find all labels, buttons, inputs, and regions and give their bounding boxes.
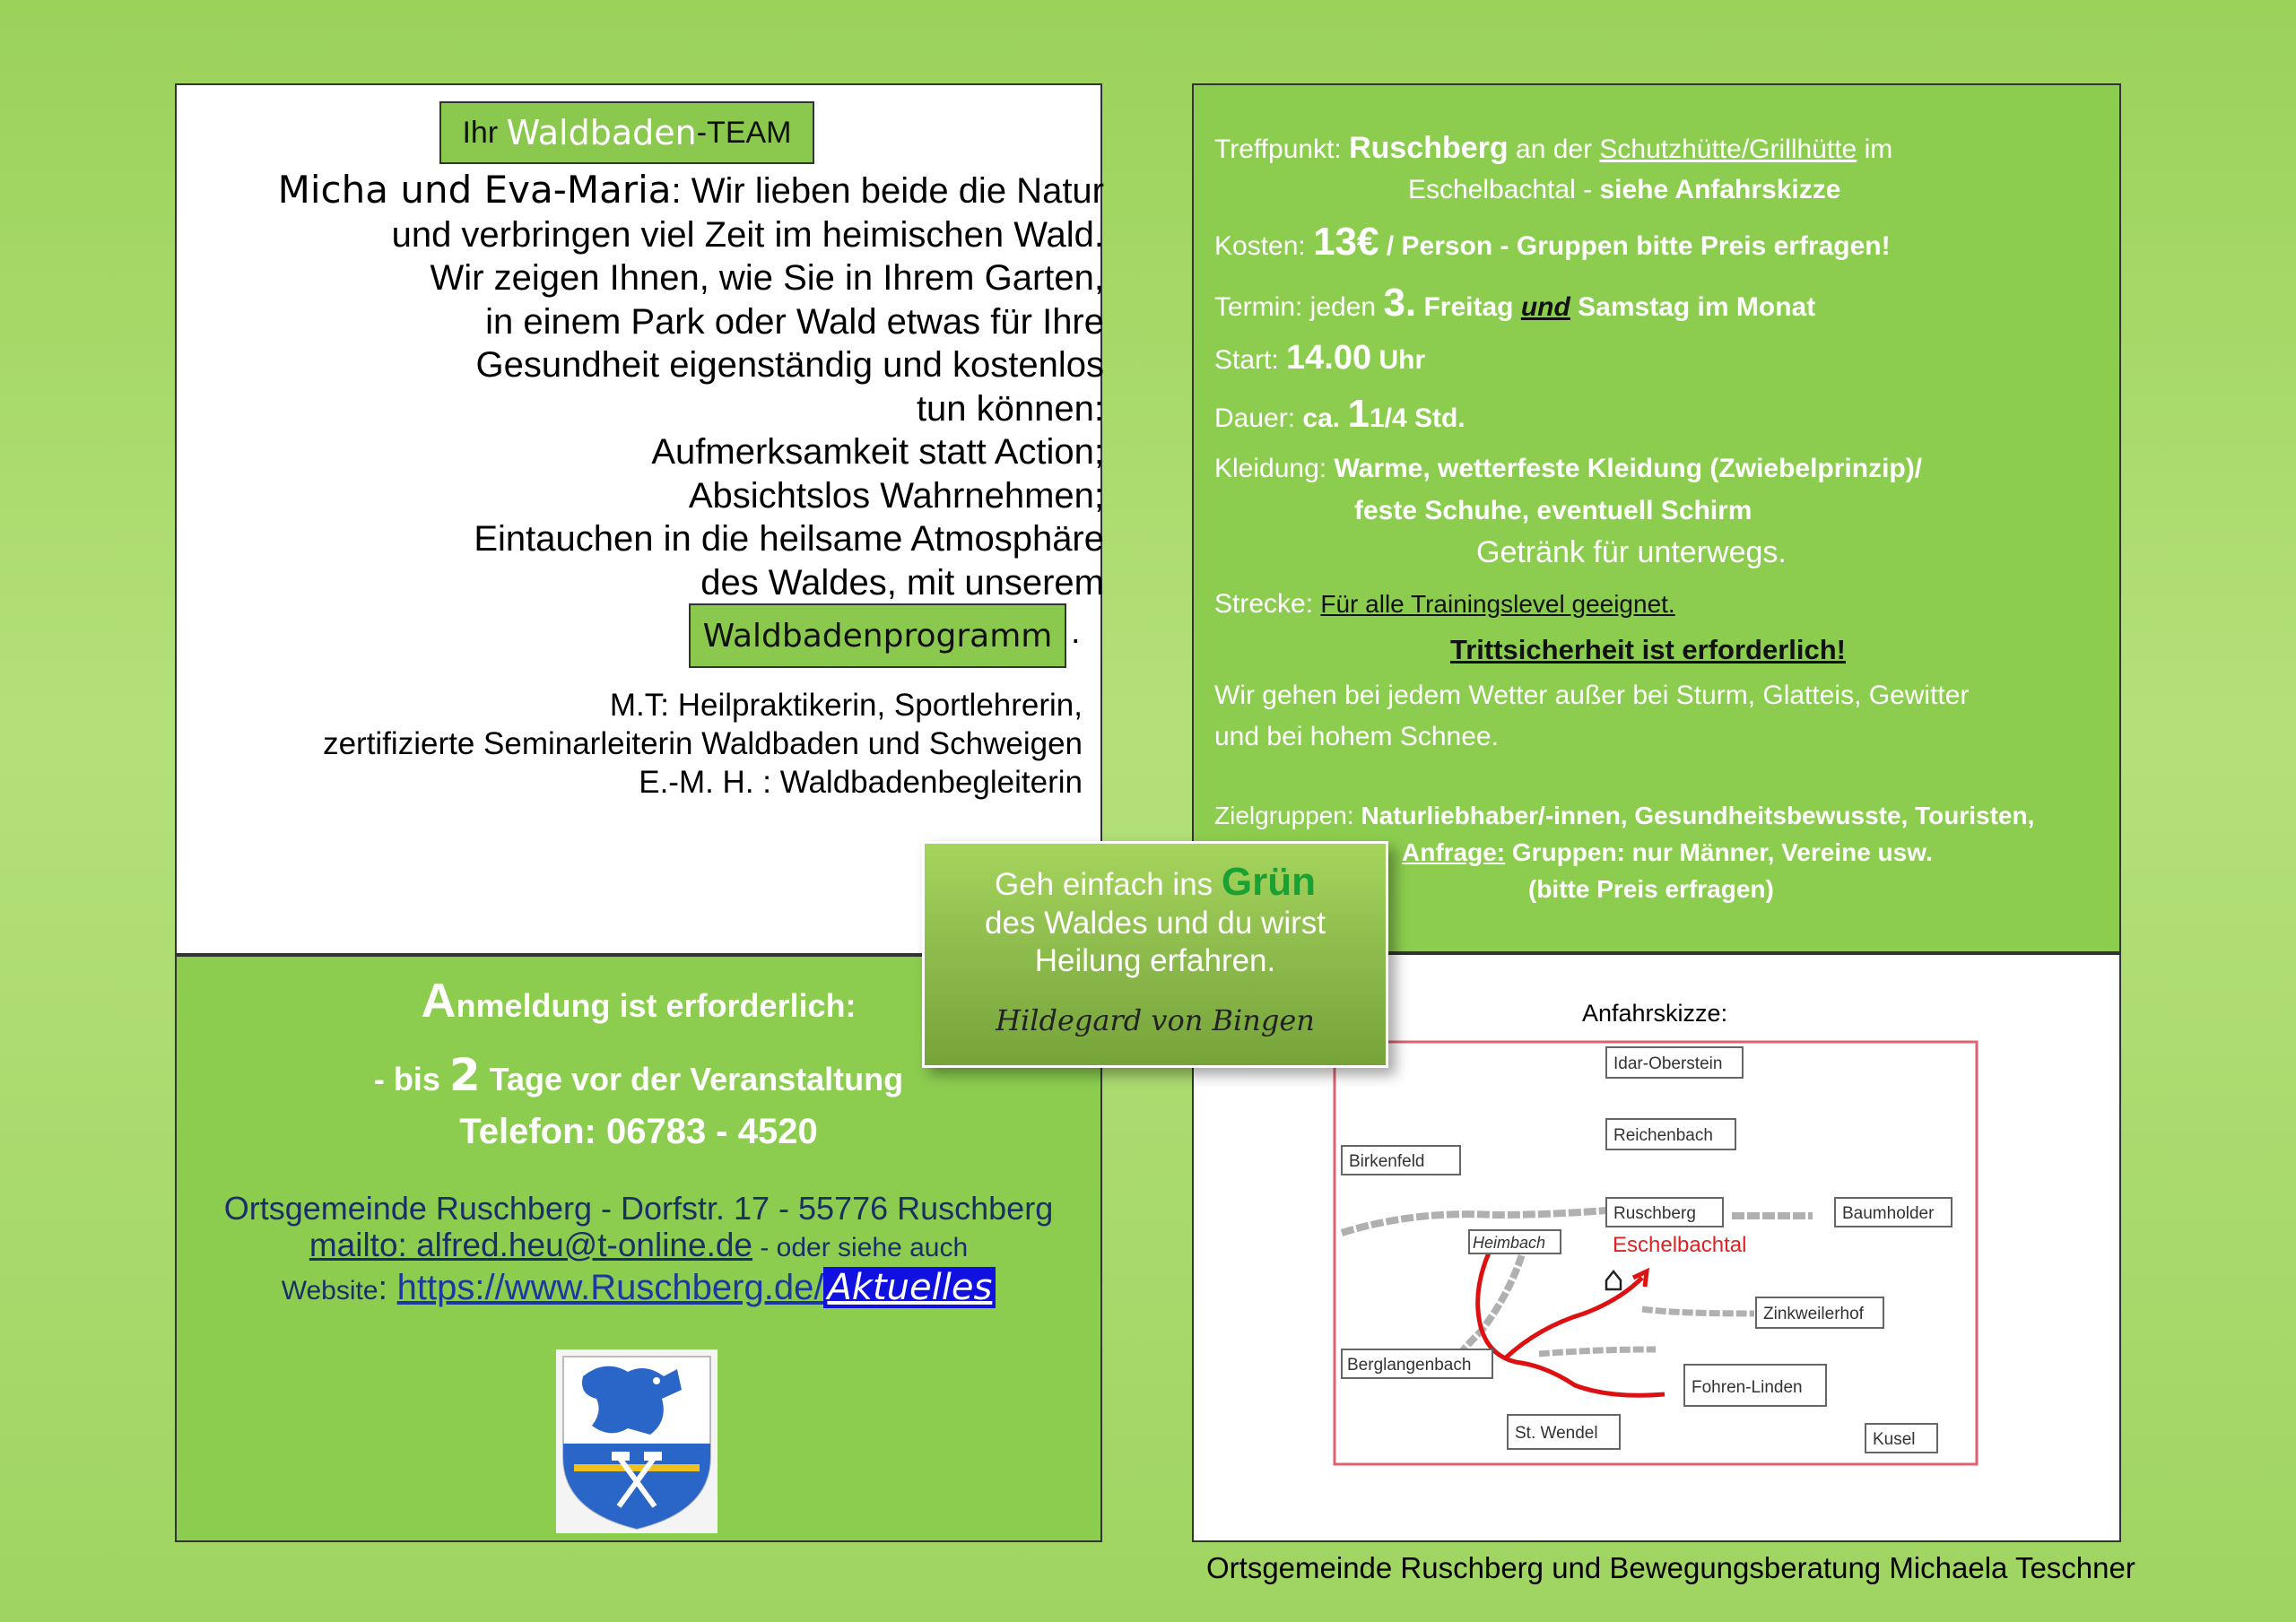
map-place-idar: Idar-Oberstein: [1613, 1054, 1723, 1073]
term-and: und: [1520, 292, 1570, 322]
meet-line2-bold: siehe Anfahrskizze: [1599, 175, 1841, 204]
cost-rest: / Person - Gruppen bitte Preis erfragen!: [1378, 231, 1891, 261]
term-num: 3.: [1383, 281, 1417, 325]
intro-line-1: und verbringen viel Zeit im heimischen Wald.: [391, 214, 1104, 255]
meeting-point-line2: [1408, 175, 1840, 205]
weather-line1: Wir gehen bei jedem Wetter außer bei Sturm, Glatteis, Gewitter: [1214, 681, 1970, 710]
map-place-zinkweilerhof: Zinkweilerhof: [1763, 1305, 1864, 1323]
website-link[interactable]: https://www.Ruschberg.de/: [396, 1268, 824, 1307]
term-saturday: Samstag im Monat: [1570, 292, 1816, 322]
website-aktuelles-link[interactable]: Aktuelles: [823, 1267, 996, 1308]
program-dot: .: [1071, 613, 1081, 651]
map-place-fohren: Fohren-Linden: [1692, 1378, 1803, 1397]
clothing-line1: Warme, wetterfeste Kleidung (Zwiebelprinzip)/: [1334, 454, 1923, 483]
map-place-berglangenbach: Berglangenbach: [1347, 1356, 1472, 1375]
footer-credits: Ortsgemeinde Ruschberg und Bewegungsberatung Michaela Teschner: [1206, 1551, 2135, 1584]
quote-line2: des Waldes und du wirst: [985, 906, 1326, 941]
map-place-reichenbach: Reichenbach: [1613, 1126, 1713, 1145]
target-line3: (bitte Preis erfragen): [1528, 875, 1774, 903]
signup-title-rest: nmeldung ist erforderlich:: [456, 987, 857, 1024]
clothing-line2-text: feste Schuhe, eventuell Schirm: [1354, 496, 1752, 525]
website-label: Website: [281, 1276, 378, 1305]
qual-line: E.-M. H. : Waldbadenbegleiterin: [639, 765, 1083, 800]
team-heading-box: [439, 101, 814, 164]
map-place-kusel: Kusel: [1873, 1430, 1916, 1449]
weather-line2: und bei hohem Schnee.: [1214, 722, 1499, 751]
term-label: Termin: jeden: [1214, 292, 1384, 322]
duration: [1214, 392, 1465, 437]
target-line2: Gruppen: nur Männer, Vereine usw.: [1505, 838, 1933, 866]
target-groups: [1214, 802, 2034, 830]
start-label: Start:: [1214, 345, 1287, 375]
dauer-label: Dauer:: [1214, 403, 1303, 433]
map-place-ruschberg: Ruschberg: [1613, 1204, 1696, 1223]
route-label: Strecke:: [1214, 589, 1321, 619]
start-unit: Uhr: [1371, 345, 1426, 375]
route: [1214, 589, 1675, 620]
quote-pre: Geh einfach ins: [994, 867, 1222, 902]
intro-line-0: : Wir lieben beide die Natur: [671, 171, 1104, 211]
meet-hut: Schutzhütte/Grillhütte: [1599, 134, 1857, 164]
email-post: - oder siehe auch: [752, 1233, 969, 1262]
dauer-rest: 1/4 Std.: [1369, 403, 1465, 433]
intro-line-7: Absichtslos Wahrnehmen;: [688, 475, 1104, 516]
meet-end: im: [1857, 134, 1893, 164]
quote-green-word: Grün: [1221, 860, 1317, 904]
sure-footedness: Trittsicherheit ist erforderlich!: [1450, 634, 1846, 665]
map-place-eschelbachtal: Eschelbachtal: [1613, 1233, 1747, 1257]
email-link[interactable]: mailto: alfred.heu@t-online.de: [309, 1227, 752, 1263]
intro-line-8: Eintauchen in die heilsame Atmosphäre: [474, 519, 1104, 559]
meeting-point: [1214, 131, 1892, 166]
route-text: Für alle Trainingslevel geeignet.: [1320, 590, 1675, 618]
qual-line: M.T: Heilpraktikerin, Sportlehrerin,: [609, 688, 1083, 723]
clothing: [1214, 454, 1922, 484]
clothing-line2: [1354, 496, 1752, 526]
team-prefix: Ihr: [462, 115, 499, 150]
map-place-stwendel: St. Wendel: [1515, 1424, 1598, 1443]
quote-box: [922, 841, 1388, 1068]
address: Ortsgemeinde Ruschberg - Dorfstr. 17 - 55776 Ruschberg: [223, 1190, 1054, 1227]
deadline-num: 2: [448, 1049, 481, 1101]
map-place-baumholder: Baumholder: [1842, 1204, 1935, 1223]
quote-line3: Heilung erfahren.: [1034, 943, 1276, 978]
directions-map: [1333, 1040, 1979, 1466]
map-place-heimbach: Heimbach: [1473, 1234, 1546, 1252]
signup-title-initial: A: [421, 974, 457, 1028]
team-suffix: -TEAM: [696, 115, 792, 150]
target-groups-line3: [1528, 875, 1774, 904]
deadline-post: Tage vor der Veranstaltung: [480, 1061, 904, 1097]
coat-of-arms-icon: [556, 1349, 718, 1533]
intro-line-5: tun können:: [916, 388, 1104, 429]
qualifications: [186, 686, 1083, 802]
qual-line: zertifizierte Seminarleiterin Waldbaden und Schweigen: [323, 726, 1083, 761]
clothing-line3: Getränk für unterwegs.: [1476, 535, 1787, 569]
dauer-ca: ca.: [1302, 403, 1348, 433]
meet-line2: Eschelbachtal -: [1408, 175, 1600, 204]
start-time: [1214, 339, 1425, 377]
dates: [1214, 281, 1815, 325]
intro-line-4: Gesundheit eigenständig und kostenlos: [475, 345, 1104, 385]
website-line: [175, 1267, 1102, 1308]
intro-text: [207, 169, 1104, 604]
intro-line-9: des Waldes, mit unserem: [700, 562, 1104, 603]
target-label: Zielgruppen:: [1214, 802, 1361, 829]
meet-place: Ruschberg: [1349, 131, 1509, 165]
target-groups-line2: [1402, 838, 1933, 867]
meet-label: Treffpunkt:: [1214, 134, 1350, 164]
clothing-label: Kleidung: [1214, 454, 1319, 483]
cost: [1214, 220, 1891, 265]
map-title: Anfahrskizze:: [1582, 1000, 1728, 1027]
intro-line-6: Aufmerksamkeit statt Action;: [651, 432, 1104, 472]
intro-line-2: Wir zeigen Ihnen, wie Sie in Ihrem Garten,: [430, 258, 1104, 298]
phone-number: Telefon: 06783 - 4520: [459, 1112, 818, 1151]
cost-value: 13€: [1313, 220, 1379, 264]
intro-line-3: in einem Park oder Wald etwas für Ihre: [485, 301, 1104, 342]
target-line1: Naturliebhaber/-innen, Gesundheitsbewusste, Touristen,: [1361, 802, 2035, 829]
dauer-num: 1: [1347, 392, 1370, 436]
cost-label: Kosten:: [1214, 231, 1314, 261]
email-line: [175, 1227, 1102, 1264]
term-friday: Freitag: [1416, 292, 1521, 322]
clothing-colon: :: [1318, 454, 1335, 483]
team-highlight: Waldbaden: [506, 113, 697, 152]
deadline-pre: - bis: [373, 1061, 449, 1097]
start-value: 14.00: [1286, 339, 1372, 377]
program-label-box: Waldbadenprogramm: [689, 603, 1066, 668]
meet-mid: an der: [1508, 134, 1600, 164]
team-names: Micha und Eva-Maria: [277, 168, 672, 212]
map-place-birkenfeld: Birkenfeld: [1349, 1152, 1425, 1171]
target-anfrage: Anfrage:: [1402, 838, 1506, 866]
website-colon: :: [378, 1270, 397, 1307]
quote-author: Hildegard von Bingen: [996, 1003, 1315, 1037]
